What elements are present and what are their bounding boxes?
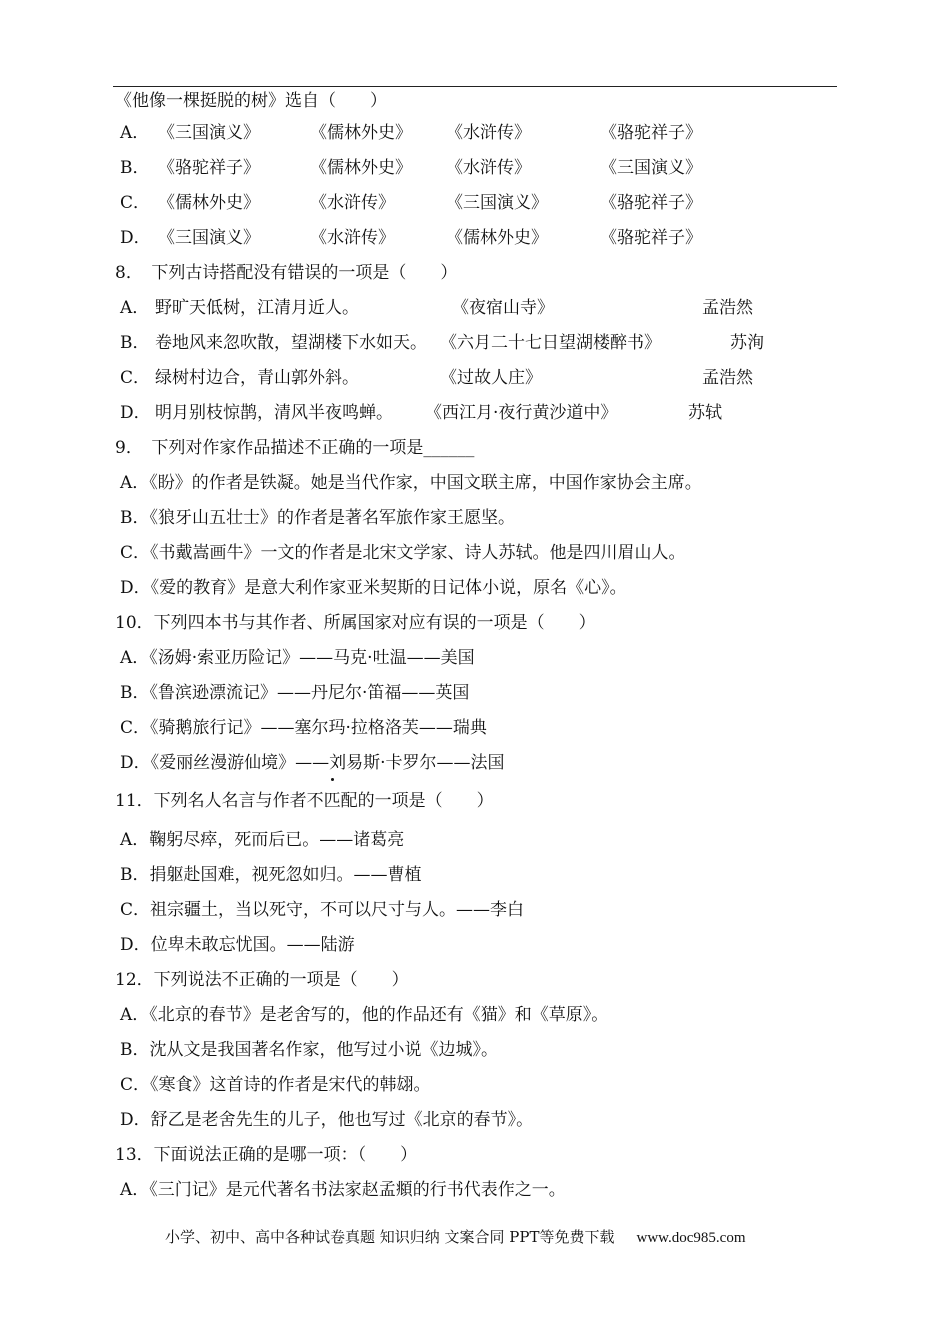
q11-option-c: [120, 899, 524, 921]
q12-option-c: [120, 1074, 431, 1096]
option-label: B．: [120, 683, 150, 703]
q7-option-a: [120, 122, 702, 144]
q10-option-c: [120, 717, 487, 739]
option-text: 《爱的教育》是意大利作家亚米契斯的日记体小说，原名《心》。: [150, 578, 627, 598]
q11-option-b: [120, 864, 422, 886]
option-label: A．: [120, 1180, 150, 1200]
book-title: 《骆驼祥子》: [600, 193, 702, 213]
q13-option-a: [120, 1179, 566, 1201]
option-label: D．: [120, 935, 151, 955]
option-label: D．: [120, 228, 151, 248]
q12-option-b: [120, 1039, 498, 1061]
option-label: B．: [120, 1040, 150, 1060]
q10-option-d: [120, 752, 505, 774]
q10-option-a: [120, 647, 475, 669]
option-text: 位卑未敢忘忧国。——陆游: [150, 935, 355, 955]
book-title: 《儒林外史》: [310, 158, 412, 178]
q8-option-d: [120, 402, 722, 424]
q11-option-d: [120, 934, 355, 956]
option-label: C．: [120, 1075, 151, 1095]
option-label: C．: [120, 718, 151, 738]
q12-option-a: [120, 1004, 608, 1026]
book-title: 《儒林外史》: [158, 193, 260, 213]
option-text: 《狼牙山五壮士》的作者是著名军旅作家王愿坚。: [149, 508, 515, 528]
book-title: 《水浒传》: [310, 193, 395, 213]
q13-stem: 13．下面说法正确的是哪一项：（ ）: [115, 1145, 418, 1165]
poem-line: 卷地风来忽吹散，望湖楼下水如天。: [155, 333, 427, 353]
option-label: B．: [120, 508, 150, 528]
book-title: 《三国演义》: [600, 158, 702, 178]
header-rule: [113, 86, 837, 87]
poem-title: 《夜宿山寺》: [452, 298, 554, 318]
q10-option-b: [120, 682, 469, 704]
option-text: 祖宗疆土，当以死守，不可以尺寸与人。——李白: [150, 900, 525, 920]
q9-option-b: [120, 507, 515, 529]
q8-option-c: [120, 367, 753, 389]
poet: 孟浩然: [702, 368, 753, 388]
option-text: 《骑鹅旅行记》——塞尔玛·拉格洛芙——瑞典: [150, 718, 487, 738]
option-text: 《书戴嵩画牛》一文的作者是北宋文学家、诗人苏轼。他是四川眉山人。: [150, 543, 686, 563]
book-title: 《儒林外史》: [446, 228, 548, 248]
option-text: 《汤姆·索亚历险记》——马克·吐温——美国: [149, 648, 475, 668]
poem-line: 野旷天低树，江清月近人。: [155, 298, 359, 318]
book-title: 《三国演义》: [446, 193, 548, 213]
book-title: 《三国演义》: [158, 228, 260, 248]
book-title: 《骆驼祥子》: [600, 228, 702, 248]
q8-option-b: [120, 332, 764, 354]
option-text: 《爱丽丝漫游仙境》——刘易斯·卡罗尔——法国: [150, 753, 505, 773]
option-label: B．: [120, 158, 150, 178]
q11-stem: [115, 790, 494, 812]
q8-stem: 8． 下列古诗搭配没有错误的一项是（ ）: [115, 263, 458, 283]
option-label: B．: [120, 865, 150, 885]
book-title: 《水浒传》: [310, 228, 395, 248]
q7-option-c: [120, 192, 702, 214]
option-label: D．: [120, 403, 151, 423]
poem-title: 《过故人庄》: [440, 368, 542, 388]
option-label: C．: [120, 368, 151, 388]
poet: 苏轼: [688, 403, 722, 423]
q12-option-d: [120, 1109, 533, 1131]
option-text: 《鲁滨逊漂流记》——丹尼尔·笛福——英国: [149, 683, 470, 703]
stem-text: 的一项是（ ）: [357, 791, 494, 811]
option-label: D．: [120, 578, 151, 598]
option-label: A．: [120, 830, 150, 850]
option-label: D．: [120, 753, 151, 773]
q7-option-b: [120, 157, 702, 179]
q9-stem: 9． 下列对作家作品描述不正确的一项是______: [115, 438, 475, 458]
book-title: 《水浒传》: [446, 158, 531, 178]
q11-option-a: [120, 829, 404, 851]
q9-option-a: [120, 472, 702, 494]
option-label: A．: [120, 1005, 150, 1025]
footer-text: 小学、初中、高中各种试卷真题 知识归纳 文案合同 PPT等免费下载: [165, 1228, 615, 1246]
option-label: A．: [120, 123, 150, 143]
q12-stem: 12．下列说法不正确的一项是（ ）: [115, 970, 409, 990]
option-label: A．: [120, 648, 150, 668]
option-text: 沈从文是我国著名作家，他写过小说《边城》。: [149, 1040, 498, 1060]
q7-stem: 《他像一棵挺脱的树》选自（ ）: [115, 91, 387, 111]
option-text: 《盼》的作者是铁凝。她是当代作家，中国文联主席，中国作家协会主席。: [149, 473, 702, 493]
book-title: 《三国演义》: [158, 123, 260, 143]
option-label: C．: [120, 543, 151, 563]
option-label: B．: [120, 333, 150, 353]
poem-title: 《六月二十七日望湖楼醉书》: [440, 333, 661, 353]
option-text: 捐躯赴国难，视死忽如归。——曹植: [149, 865, 422, 885]
stem-text: 11．下列名人名言与作者: [115, 791, 307, 811]
option-label: C．: [120, 900, 151, 920]
poet: 苏洵: [730, 333, 764, 353]
poem-line: 明月别枝惊鹊，清风半夜鸣蝉。: [155, 403, 393, 423]
option-label: A．: [120, 473, 150, 493]
option-text: 《北京的春节》是老舍写的，他的作品还有《猫》和《草原》。: [149, 1005, 609, 1025]
option-label: D．: [120, 1110, 151, 1130]
book-title: 《儒林外史》: [310, 123, 412, 143]
option-text: 《三门记》是元代著名书法家赵孟頫的行书代表作之一。: [149, 1180, 566, 1200]
page-footer: [165, 1227, 746, 1248]
footer-url[interactable]: www.doc985.com: [636, 1230, 746, 1246]
q8-option-a: [120, 297, 753, 319]
option-text: 舒乙是老舍先生的儿子，他也写过《北京的春节》。: [150, 1110, 534, 1130]
poem-line: 绿树村边合，青山郭外斜。: [155, 368, 359, 388]
poem-title: 《西江月·夜行黄沙道中》: [425, 403, 618, 423]
book-title: 《骆驼祥子》: [158, 158, 260, 178]
option-text: 鞠躬尽瘁，死而后已。——诸葛亮: [149, 830, 405, 850]
poet: 孟浩然: [702, 298, 753, 318]
option-text: 《寒食》这首诗的作者是宋代的韩翃。: [150, 1075, 431, 1095]
q7-option-d: [120, 227, 702, 249]
q9-option-c: [120, 542, 686, 564]
q9-option-d: [120, 577, 627, 599]
book-title: 《骆驼祥子》: [600, 123, 702, 143]
book-title: 《水浒传》: [446, 123, 531, 143]
emphasized-text: 不匹配: [306, 791, 358, 811]
option-label: C．: [120, 193, 151, 213]
q10-stem: 10．下列四本书与其作者、所属国家对应有误的一项是（ ）: [115, 613, 596, 633]
option-label: A．: [120, 298, 150, 318]
